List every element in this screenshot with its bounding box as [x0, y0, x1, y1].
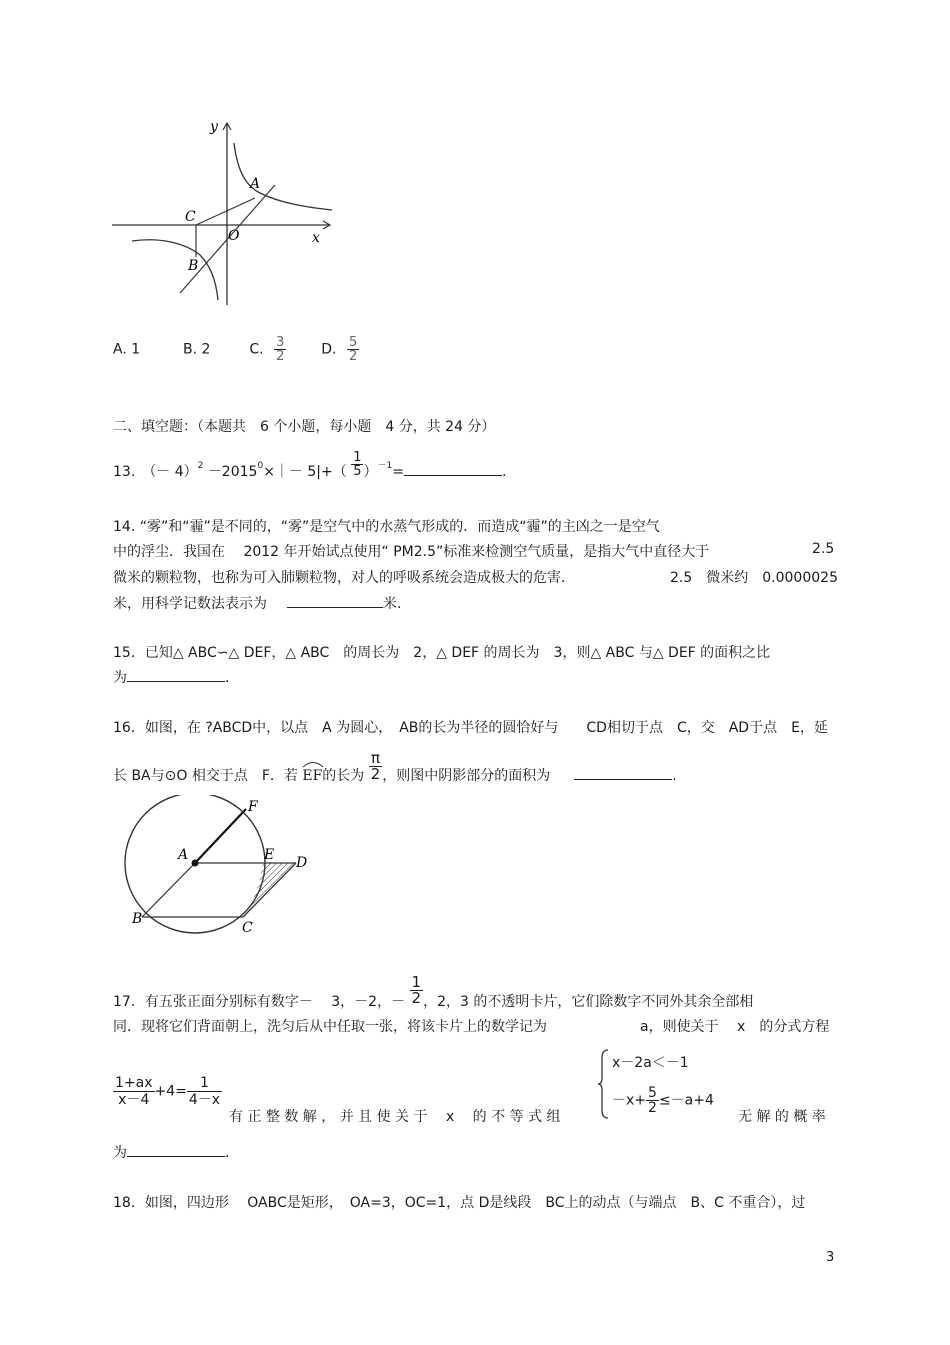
point-c-label: C: [185, 209, 196, 225]
q15-answer-blank: [127, 667, 225, 682]
q14-line-3: 微米的颗粒物，也称为可入肺颗粒物，对人的呼吸系统会造成极大的危害．: [113, 570, 575, 586]
point-b-label: B: [132, 911, 143, 927]
q18-line-1: 18．如图，四边形 OABC是矩形， OA=3，OC=1，点 D是线段 BC上的动点（与端点 B、C 不重合），过: [113, 1195, 806, 1211]
option-b: B. 2: [183, 341, 211, 358]
option-d: D.: [321, 341, 337, 358]
hyperbola-graph: [110, 115, 340, 310]
point-b-label: B: [188, 258, 199, 274]
x-axis-label: x: [312, 230, 320, 246]
y-axis-label: y: [210, 119, 218, 135]
q14-line-3-number: 2.5 微米约 0.0000025: [670, 570, 838, 586]
q13-answer-blank: [404, 461, 502, 476]
q16-line-1: 16．如图，在 ?ABCD中，以点 A 为圆心， AB的长为半径的圆恰好与 CD相切于点 C，交 AD于点 E，延: [113, 720, 828, 736]
q14-line-2: 中的浮尘．我国在 2012 年开始试点使用“ PM2.5”标准来检测空气质量，是指大气中直径大于: [113, 544, 710, 560]
q16-fraction: $\frac{\pi}{2}$: [370, 748, 381, 783]
arc-ef: EF: [302, 768, 322, 784]
origin-label: O: [228, 228, 240, 244]
page-number: 3: [826, 1250, 835, 1265]
inequality-1: x－2a＜－1: [612, 1055, 689, 1071]
q16-line-2: 长 BA与⊙O 相交于点 F．若 EF的长为 $\frac{\pi}{2}$ ，则图中阴影部分的面积为 .: [113, 748, 677, 784]
section-2-heading: 二、填空题：（本题共 6 个小题，每小题 4 分，共 24 分）: [113, 419, 496, 435]
option-c-fraction: $\frac{3}{2}$: [276, 335, 285, 364]
q14-line-4: 米，用科学记数法表示为 米.: [113, 593, 401, 613]
q17-line-2-end: a，则使关于 x 的分式方程: [640, 1019, 830, 1035]
q16-answer-blank: [574, 765, 672, 780]
question-13: 13. （－ $4)^2 -2015^0\times|- 5|+$（ $\frac{1}{5}$ ）$^{-1}$= .: [113, 449, 507, 480]
q13-fraction: $\frac{1}{5}$: [353, 449, 362, 479]
inequality-system: [598, 1048, 738, 1120]
inequality-2: －x+ $\frac{5}{2}$ ≤－a+4: [612, 1085, 714, 1116]
q14-answer-blank: [287, 593, 383, 608]
q14-line-1: 14. “雾”和“霾”是不同的，“雾”是空气中的水蒸气形成的．而造成“霾”的主凶之一是空气: [113, 519, 660, 535]
q12-options: [113, 336, 359, 363]
point-d-label: D: [296, 855, 308, 871]
option-c: C.: [249, 341, 264, 358]
q17-line-3: 有 正 整 数 解 ， 并 且 使 关 于 x 的 不 等 式 组: [229, 1109, 561, 1125]
q17-line-2: 同．现将它们背面朝上，洗匀后从中任取一张，将该卡片上的数学记为: [113, 1019, 547, 1035]
point-f-label: F: [248, 799, 258, 815]
q17-line-4: 为 .: [113, 1142, 229, 1162]
q15-line-2: 为 .: [113, 667, 229, 687]
point-a-label: A: [250, 176, 261, 192]
point-e-label: E: [264, 847, 275, 863]
point-a-label: A: [178, 847, 189, 863]
point-c-label: C: [242, 920, 253, 935]
fractional-equation: $\frac{1+ax}{x-4}$ +4= $\frac{1}{4-x}$: [115, 1075, 221, 1108]
q17-line-3-end: 无 解 的 概 率: [738, 1109, 826, 1125]
q14-line-2-number: 2.5: [812, 541, 835, 557]
q15-line-1: 15．已知△ ABC∽△ DEF，△ ABC 的周长为 2，△ DEF 的周长为 3，则△ ABC 与△ DEF 的面积之比: [113, 645, 771, 661]
option-a: A. 1: [113, 341, 141, 358]
q17-fraction: $\frac{1}{2}$: [411, 972, 422, 1007]
q17-answer-blank: [127, 1142, 225, 1157]
circle-parallelogram-figure: [118, 795, 318, 935]
option-d-fraction: $\frac{5}{2}$: [348, 335, 358, 364]
q17-line-1: 17．有五张正面分别标有数字－ 3，－2，－ $\frac{1}{2}$ ，2，3 的不透明卡片，它们除数字不同外其余全部相: [113, 972, 754, 1010]
